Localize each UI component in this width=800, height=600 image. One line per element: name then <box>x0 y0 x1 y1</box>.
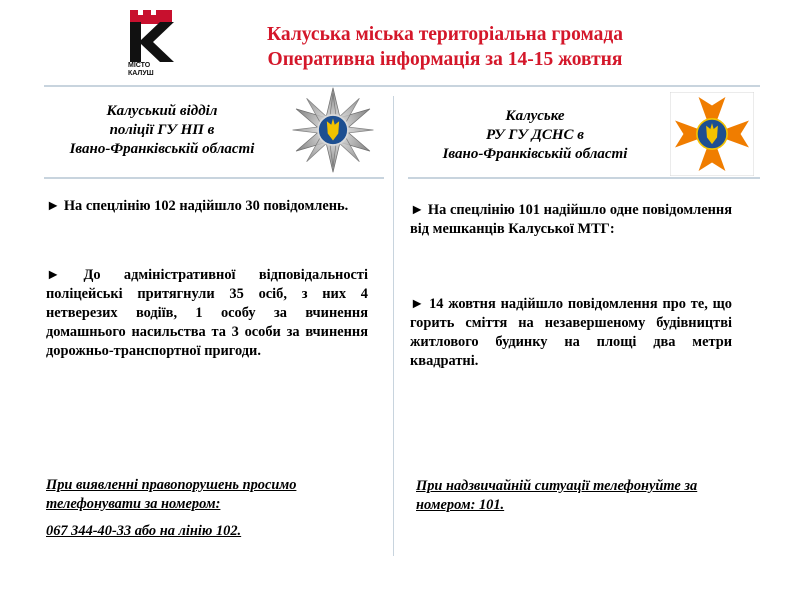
police-heading-line-3: Івано-Франківській області <box>69 141 255 157</box>
dsns-heading-line-1: Калуське <box>505 108 565 124</box>
logo-letter-icon <box>126 22 176 62</box>
dsns-department-heading <box>410 107 660 164</box>
page-title <box>200 22 690 72</box>
dsns-cross-icon <box>670 92 754 176</box>
dsns-calls-paragraph: ► На спецлінію 101 надійшло одне повідомлення від мешканців Калуської МТГ: <box>410 202 732 237</box>
dsns-incident-paragraph: ► 14 жовтня надійшло повідомлення про те, що горить сміття на незавершеному будівництві житлового будинку на площі два метри квадратні. <box>410 296 732 369</box>
dsns-contact-note[interactable]: При надзвичайній ситуації телефонуйте за номером: 101. <box>416 478 698 513</box>
police-contact-note: При виявленні правопорушень просимо телефонувати за номером: <box>46 477 297 512</box>
police-department-heading <box>42 102 282 159</box>
logo-caption-line2: КАЛУШ <box>128 70 154 77</box>
police-phone-number[interactable]: 067 344-40-33 або на лінію 102. <box>46 523 242 539</box>
logo-caption-line1: МІСТО <box>128 62 151 69</box>
dsns-heading-line-3: Івано-Франківській області <box>442 146 628 162</box>
column-divider <box>393 96 394 556</box>
left-heading-divider <box>44 177 384 179</box>
police-heading-line-2: поліції ГУ НП в <box>109 122 215 138</box>
top-divider <box>44 85 760 87</box>
police-star-icon <box>288 86 378 174</box>
title-line-2: Оперативна інформація за 14-15 жовтня <box>267 49 623 70</box>
right-heading-divider <box>408 177 760 179</box>
dsns-heading-line-2: РУ ГУ ДСНС в <box>486 127 584 143</box>
title-line-1: Калуська міська територіальна громада <box>267 24 623 45</box>
logo-caption <box>128 62 176 78</box>
police-calls-paragraph: ► На спецлінію 102 надійшло 30 повідомлень. <box>46 198 349 214</box>
city-logo <box>126 8 176 80</box>
police-heading-line-1: Калуський відділ <box>106 103 218 119</box>
police-offences-paragraph: ► До адміністративної відповідальності поліцейські притягнули 35 осіб, з них 4 нетверезих водіїв, 1 особу за вчинення домашнього насильства та 3 особи за вчинення дорожньо-транспортної пригоди. <box>46 267 368 359</box>
